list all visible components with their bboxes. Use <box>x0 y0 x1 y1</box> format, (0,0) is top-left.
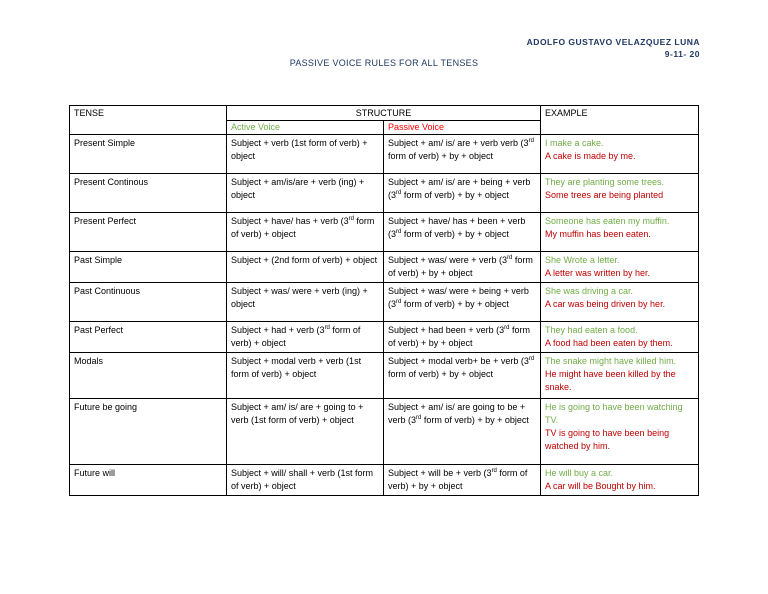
example-active: He is going to have been watching TV. <box>545 402 683 425</box>
example-passive: A car was being driven by her. <box>545 299 666 309</box>
active-structure-cell <box>227 213 384 252</box>
header-structure: STRUCTURE <box>227 106 541 121</box>
example-passive: He might have been killed by the snake. <box>545 369 676 392</box>
example-active: They had eaten a food. <box>545 325 638 335</box>
tense-cell <box>70 213 227 252</box>
superscript: rd <box>507 255 513 261</box>
example-active: I make a cake. <box>545 138 604 148</box>
passive-structure-text: Subject + am/ is/ are + being + verb (3 <box>388 177 531 200</box>
header-tense: TENSE <box>70 106 227 135</box>
example-active: They are planting some trees. <box>545 177 665 187</box>
tense-cell <box>70 465 227 496</box>
passive-structure-text: Subject + have/ has + been + verb (3 <box>388 216 526 239</box>
active-structure-text: Subject + will/ shall + verb (1st form of verb) + object <box>231 468 374 491</box>
passive-structure-cell <box>384 213 541 252</box>
active-structure-text: Subject + (2nd form of verb) + object <box>231 255 378 265</box>
example-cell <box>541 465 699 496</box>
passive-structure-cell <box>384 174 541 213</box>
table-row <box>70 399 699 465</box>
table-row <box>70 135 699 174</box>
superscript: rd <box>528 138 534 144</box>
active-structure-text: Subject + verb (1st form of verb) + object <box>231 138 368 161</box>
author-header <box>527 36 700 60</box>
superscript: rd <box>396 190 402 196</box>
active-structure-text: Subject + am/is/are + verb (ing) + object <box>231 177 365 200</box>
header-passive-voice: Passive Voice <box>384 121 541 135</box>
page-title: PASSIVE VOICE RULES FOR ALL TENSES <box>289 58 479 68</box>
passive-structure-cell <box>384 465 541 496</box>
active-structure-cell <box>227 252 384 283</box>
passive-structure-text-cont: form of verb) + by + object <box>421 415 529 425</box>
tense-name: Present Simple <box>74 138 136 148</box>
superscript: rd <box>528 356 535 362</box>
tense-cell <box>70 399 227 465</box>
passive-structure-text-cont: form of verb) + by + object <box>388 468 528 491</box>
passive-structure-cell <box>384 399 541 465</box>
example-cell <box>541 283 699 322</box>
active-structure-cell <box>227 322 384 353</box>
active-structure-cell <box>227 174 384 213</box>
example-cell <box>541 135 699 174</box>
active-structure-cell <box>227 465 384 496</box>
tense-name: Future will <box>74 468 116 478</box>
example-cell <box>541 252 699 283</box>
header-example: EXAMPLE <box>541 106 699 135</box>
active-structure-text-cont: form of verb) + object <box>231 216 375 239</box>
example-passive: A food had been eaten by them. <box>545 338 673 348</box>
tense-cell <box>70 283 227 322</box>
superscript: rd <box>396 229 402 235</box>
example-active: She Wrote a letter. <box>545 255 620 265</box>
superscript: rd <box>504 325 510 331</box>
passive-structure-text: Subject + was/ were + verb (3 <box>388 255 508 265</box>
passive-structure-text-cont: form of verb) + by + object <box>388 325 530 348</box>
passive-structure-text-cont: form of verb) + by + object <box>401 299 509 309</box>
example-passive: My muffin has been eaten. <box>545 229 651 239</box>
example-passive: A cake is made by me. <box>545 151 636 161</box>
active-structure-text-cont: form of verb) + object <box>231 325 361 348</box>
table-row <box>70 252 699 283</box>
passive-structure-text-cont: form of verb) + by + object <box>388 151 494 161</box>
passive-structure-cell <box>384 135 541 174</box>
passive-structure-text: Subject + will be + verb (3 <box>388 468 492 478</box>
table-row <box>70 213 699 252</box>
example-active: She was driving a car. <box>545 286 634 296</box>
passive-structure-text-cont: form of verb) + by + object <box>388 255 533 278</box>
tense-name: Modals <box>74 356 104 366</box>
passive-structure-text: Subject + had been + verb (3 <box>388 325 505 335</box>
active-structure-cell <box>227 283 384 322</box>
passive-voice-table <box>69 105 699 496</box>
example-cell <box>541 174 699 213</box>
passive-structure-text-cont: form of verb) + by + object <box>388 369 494 379</box>
passive-structure-cell <box>384 322 541 353</box>
example-cell <box>541 353 699 399</box>
passive-structure-cell <box>384 252 541 283</box>
table-row <box>70 283 699 322</box>
example-cell <box>541 322 699 353</box>
passive-structure-cell <box>384 283 541 322</box>
tense-name: Present Perfect <box>74 216 137 226</box>
passive-structure-cell <box>384 353 541 399</box>
example-cell <box>541 213 699 252</box>
document-date: 9-11- 20 <box>664 49 700 59</box>
author-name: ADOLFO GUSTAVO VELAZQUEZ LUNA <box>526 37 700 47</box>
active-structure-cell <box>227 353 384 399</box>
active-structure-text: Subject + am/ is/ are + going to + verb (1st form of verb) + object <box>231 402 364 425</box>
example-passive: A car will be Bought by him. <box>545 481 656 491</box>
superscript: rd <box>396 299 402 305</box>
tense-cell <box>70 322 227 353</box>
table-row <box>70 465 699 496</box>
passive-structure-text: Subject + am/ is/ are going to be + verb (3 <box>388 402 526 425</box>
active-structure-text: Subject + modal verb + verb (1st form of verb) + object <box>231 356 362 379</box>
passive-structure-text: Subject + was/ were + being + verb (3 <box>388 286 529 309</box>
example-passive: A letter was written by her. <box>545 268 651 278</box>
example-passive: TV is going to have been being watched by him. <box>545 428 670 451</box>
active-structure-cell <box>227 399 384 465</box>
active-structure-text: Subject + was/ were + verb (ing) + object <box>231 286 368 309</box>
tense-cell <box>70 252 227 283</box>
passive-structure-text-cont: form of verb) + by + object <box>401 229 509 239</box>
example-active: He will buy a car. <box>545 468 614 478</box>
active-structure-text: Subject + had + verb (3 <box>231 325 325 335</box>
superscript: rd <box>491 468 497 474</box>
tense-cell <box>70 135 227 174</box>
example-active: Someone has eaten my muffin. <box>545 216 670 226</box>
example-active: The snake might have killed him. <box>545 356 677 366</box>
header-active-voice: Active Voice <box>227 121 384 135</box>
example-cell <box>541 399 699 465</box>
table-row <box>70 174 699 213</box>
tense-name: Present Continous <box>74 177 149 187</box>
tense-name: Past Simple <box>74 255 123 265</box>
example-passive: Some trees are being planted <box>545 190 664 200</box>
superscript: rd <box>348 216 354 222</box>
table-header-row <box>70 106 699 121</box>
passive-structure-text-cont: form of verb) + by + object <box>401 190 509 200</box>
tense-cell <box>70 174 227 213</box>
active-structure-cell <box>227 135 384 174</box>
passive-structure-text: Subject + modal verb+ be + verb (3 <box>388 356 529 366</box>
passive-structure-text: Subject + am/ is/ are + verb verb (3 <box>388 138 529 148</box>
superscript: rd <box>324 325 330 331</box>
tense-name: Past Continuous <box>74 286 141 296</box>
tense-name: Future be going <box>74 402 138 412</box>
tense-name: Past Perfect <box>74 325 124 335</box>
tense-cell <box>70 353 227 399</box>
superscript: rd <box>416 415 422 421</box>
table-row <box>70 322 699 353</box>
table-row <box>70 353 699 399</box>
active-structure-text: Subject + have/ has + verb (3 <box>231 216 349 226</box>
